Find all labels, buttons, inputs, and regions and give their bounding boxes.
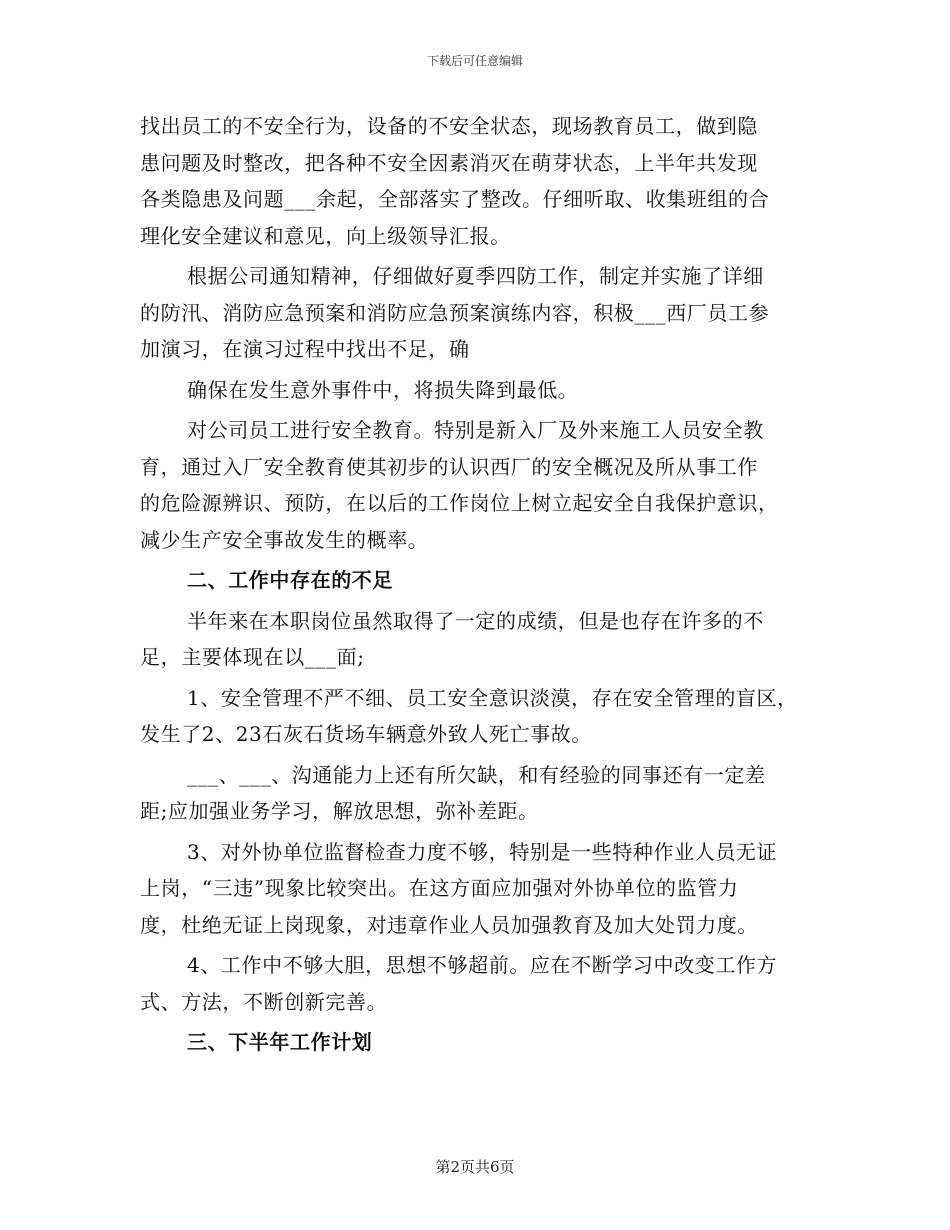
body-line: 患问题及时整改，把各种不安全因素消灭在萌芽状态，上半年共发现 — [140, 150, 758, 175]
page-number: 第2页共6页 — [435, 1158, 515, 1176]
body-line: 的危险源辨识、预防，在以后的工作岗位上树立起安全自我保护意识， — [140, 491, 779, 515]
document-body — [140, 108, 805, 1061]
body-line: 距;应加强业务学习，解放思想，弥补差距。 — [140, 799, 539, 823]
list-item-3: 3、对外协单位监督检查力度不够，特别是一些特种作业人员无证 — [187, 839, 778, 864]
body-line: 发生了2、23石灰石货场车辆意外致人死亡事故。 — [140, 722, 592, 746]
body-line: 加演习，在演习过程中找出不足，确 — [140, 337, 470, 361]
body-line: 的防汛、消防应急预案和消防应急预案演练内容，积极___西厂员工参 — [140, 300, 770, 325]
body-line: 足，主要体现在以___面; — [140, 645, 365, 669]
list-item-4: 4、工作中不够大胆，思想不够超前。应在不断学习中改变工作方 — [187, 953, 778, 977]
paragraph-start: 根据公司通知精神，仔细做好夏季四防工作，制定并实施了详细 — [187, 264, 764, 288]
paragraph-start: 确保在发生意外事件中，将损失降到最低。 — [187, 377, 579, 402]
list-item-1: 1、安全管理不严不细、员工安全意识淡漠，存在安全管理的盲区， — [187, 685, 798, 710]
body-line: 育，通过入厂安全教育使其初步的认识西厂的安全概况及所从事工作 — [140, 454, 758, 479]
body-line: 上岗，“三违”现象比较突出。在这方面应加强对外协单位的监管力 — [140, 876, 739, 900]
body-line: 理化安全建议和意见，向上级领导汇报。 — [140, 223, 511, 248]
paragraph-start: 对公司员工进行安全教育。特别是新入厂及外来施工人员安全教 — [187, 418, 764, 442]
body-line: 式、方法，不断创新完善。 — [140, 989, 388, 1014]
page-header-note: 下载后可任意编辑 — [426, 54, 523, 68]
section-heading-shortcomings: 二、工作中存在的不足 — [187, 568, 393, 592]
body-line: 找出员工的不安全行为，设备的不安全状态，现场教育员工，做到隐 — [140, 114, 758, 138]
list-item-2: ___、___、沟通能力上还有所欠缺，和有经验的同事还有一定差 — [187, 762, 766, 787]
body-line: 度，杜绝无证上岗现象，对违章作业人员加强教育及加大处罚力度。 — [140, 912, 758, 937]
body-line: 各类隐患及问题___余起，全部落实了整改。仔细听取、收集班组的合 — [140, 187, 770, 211]
body-line: 减少生产安全事故发生的概率。 — [140, 527, 429, 552]
section-heading-plan: 三、下半年工作计划 — [187, 1030, 373, 1054]
paragraph-start: 半年来在本职岗位虽然取得了一定的成绩，但是也存在许多的不 — [187, 608, 764, 633]
